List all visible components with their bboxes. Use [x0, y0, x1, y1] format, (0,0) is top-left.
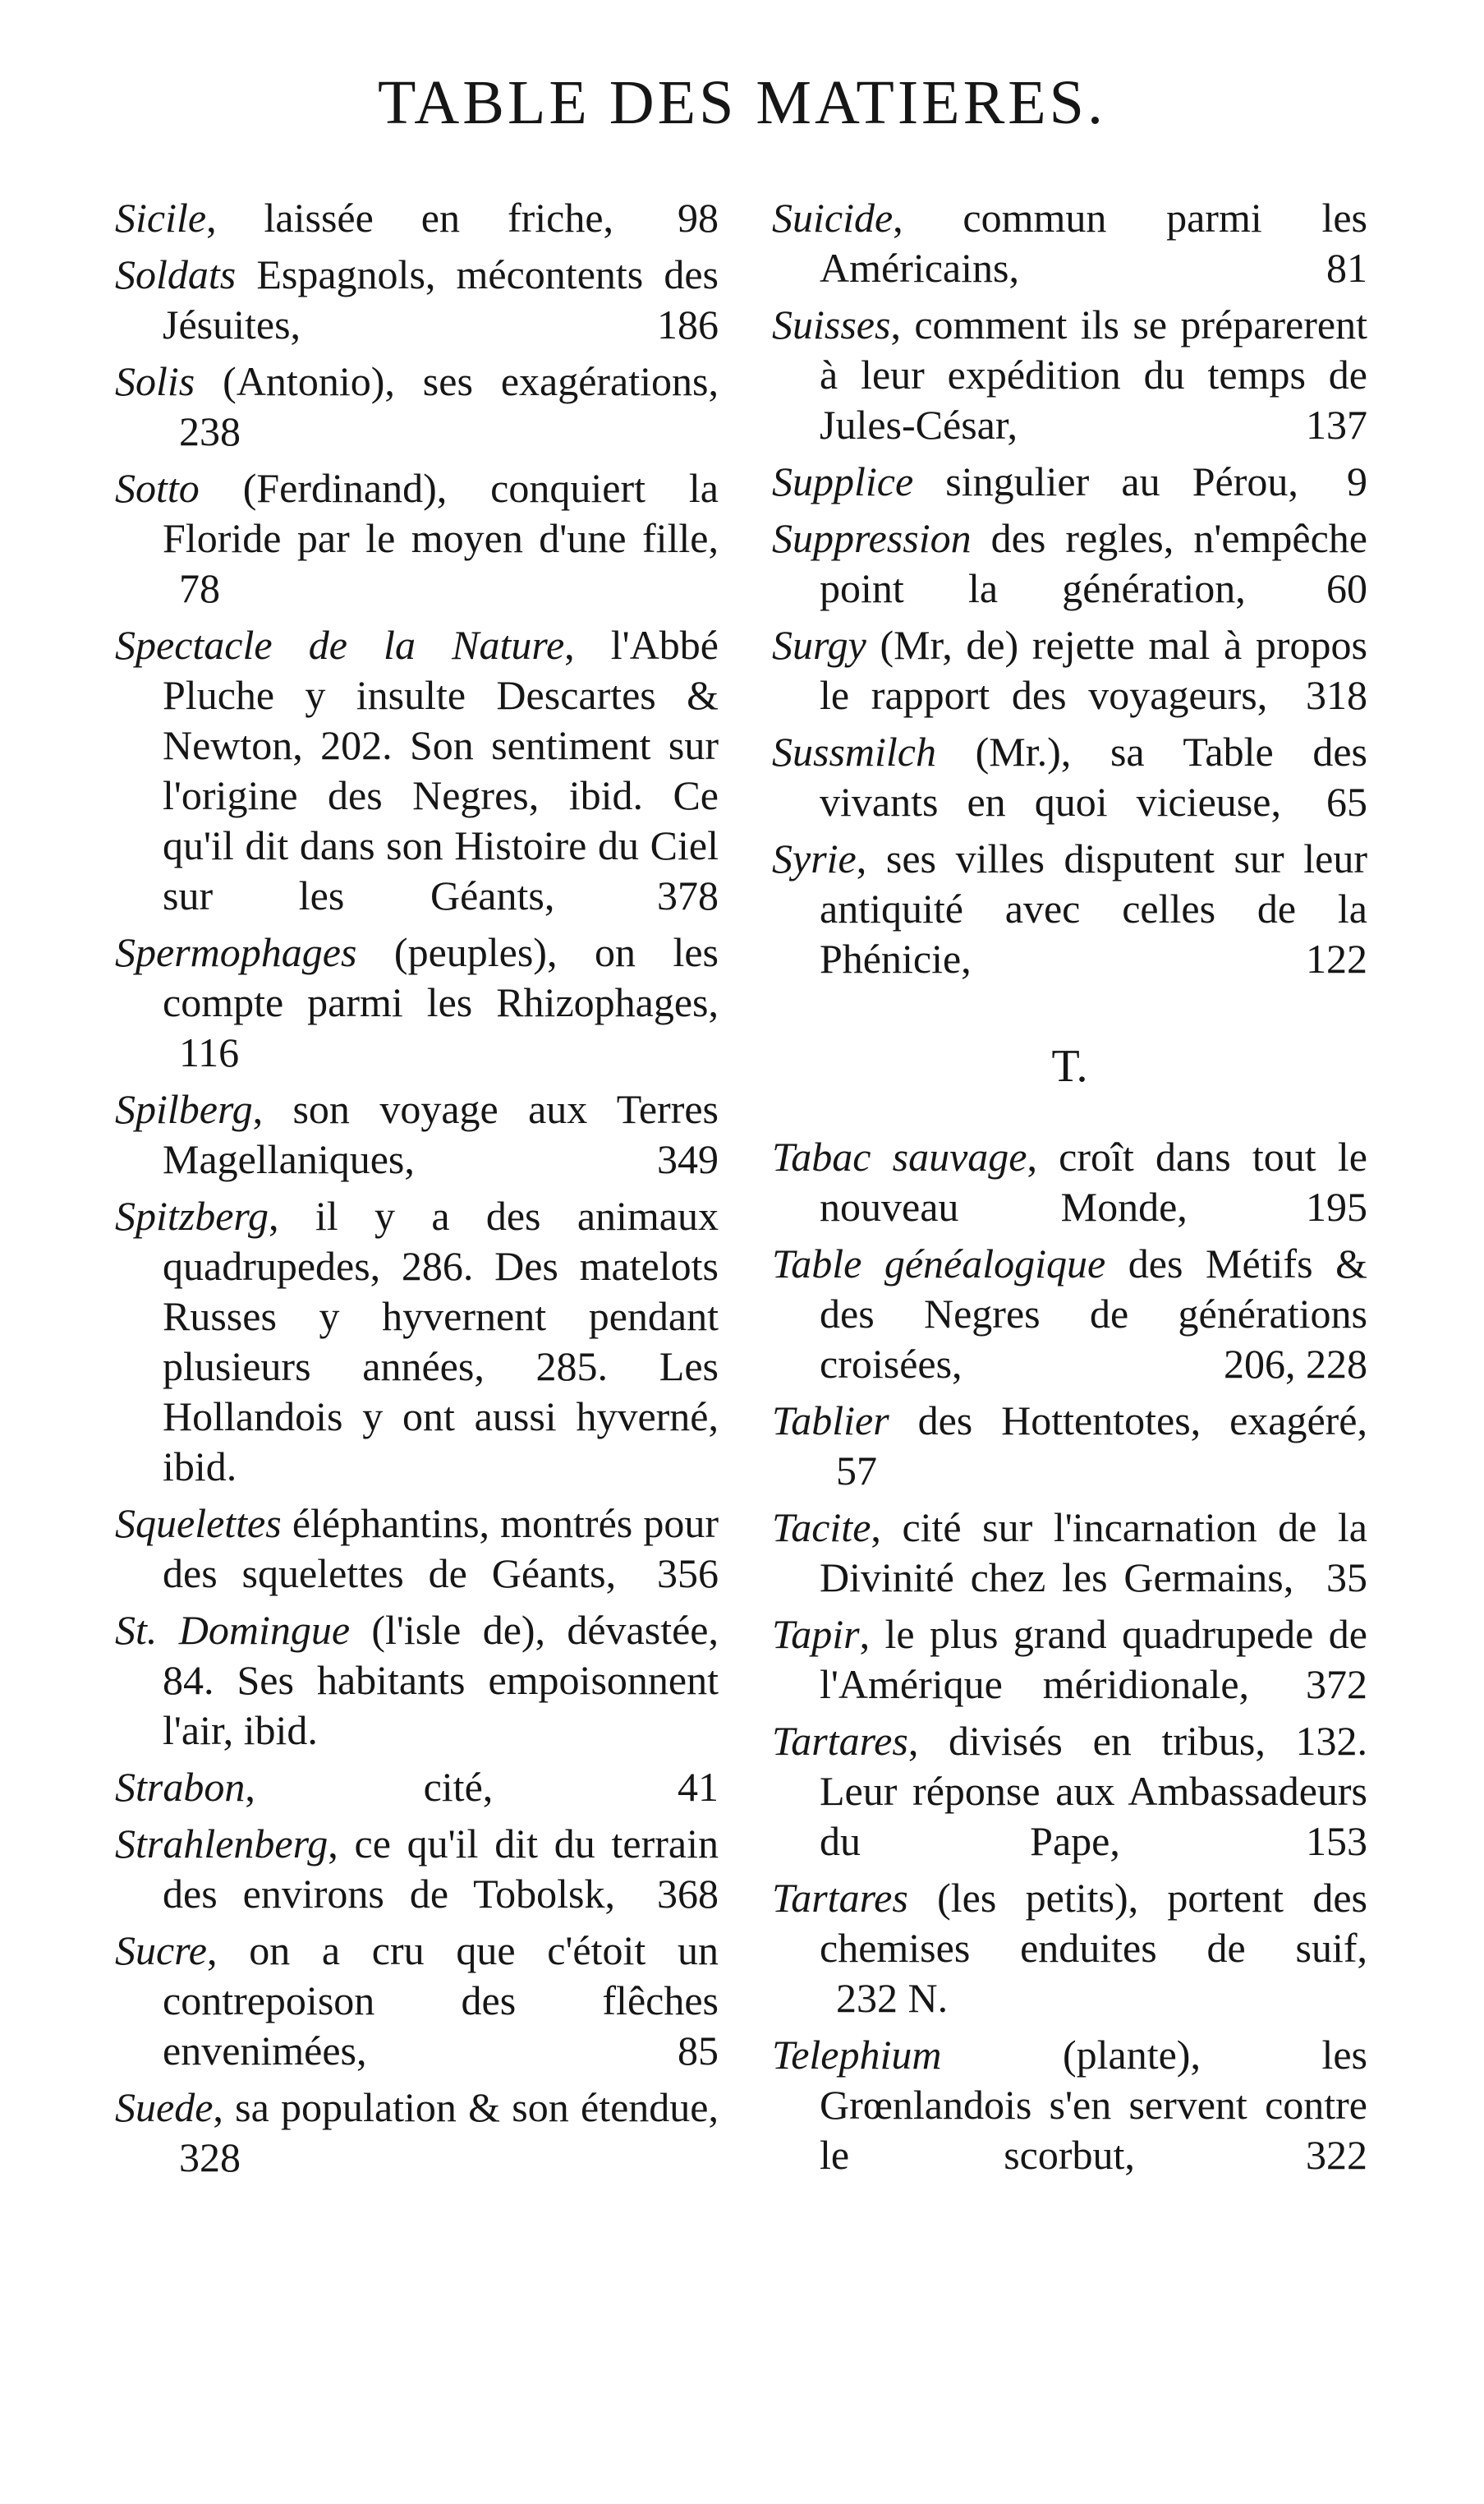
entry-page-number: 195 [1306, 1184, 1367, 1230]
index-entry [115, 1084, 719, 1185]
entry-headword: Solis [115, 358, 195, 404]
entry-headword: Sussmilch [772, 729, 936, 775]
entry-page-number: 57 [836, 1448, 877, 1494]
index-entry [115, 1605, 719, 1756]
entry-headword: Suppression [772, 515, 972, 561]
entry-page-number: 238 [179, 408, 241, 454]
entry-headword: Spilberg [115, 1086, 253, 1132]
entry-text: , sa population & son étendue, [213, 2084, 719, 2130]
entry-text: (Mr.), sa Table des vivants en quoi vicieuse, [820, 729, 1367, 825]
index-entry [772, 2030, 1367, 2180]
entry-headword: Tabac sauvage [772, 1134, 1027, 1180]
entry-headword: Table généalogique [772, 1240, 1106, 1287]
entry-text: (plante), les Grœnlandois s'en servent contre le scorbut, [820, 2032, 1367, 2178]
entry-page-number: 137 [1306, 402, 1367, 448]
index-entry [772, 1132, 1367, 1232]
entry-headword: Suisses [772, 301, 891, 348]
entry-text: , commun parmi les Américains, [820, 195, 1367, 291]
entry-page-number: 60 [1326, 565, 1367, 611]
index-entry [772, 834, 1367, 984]
entry-headword: Strahlenberg [115, 1820, 329, 1866]
index-entry [115, 250, 719, 350]
entry-text: , comment ils se préparerent à leur expédition du temps de Jules-César, [820, 301, 1367, 448]
entry-headword: Spermophages [115, 929, 357, 975]
entry-page-number: 372 [1306, 1661, 1367, 1707]
entry-headword: Tartares [772, 1718, 908, 1764]
index-entry [115, 357, 719, 457]
entry-text: , divisés en tribus, 132. Leur réponse aux Ambassadeurs du Pape, [820, 1718, 1367, 1864]
left-column [115, 193, 719, 2189]
letter-heading: T. [1051, 1041, 1088, 1092]
entry-headword: Spitzberg [115, 1193, 269, 1239]
entry-headword: Suede [115, 2084, 214, 2130]
index-entry [772, 457, 1367, 507]
entry-headword: Soldats [115, 251, 237, 297]
entry-page-number: 368 [657, 1871, 719, 1917]
entry-headword: Sotto [115, 465, 200, 511]
entry-text: éléphantins, montrés pour des squelettes de Géants, [163, 1500, 719, 1596]
entry-page-number: 78 [179, 565, 220, 611]
entry-headword: Surgy [772, 622, 866, 668]
entry-page-number: 116 [179, 1029, 240, 1075]
right-column [772, 193, 1367, 2187]
right-column-t-entries [772, 1132, 1367, 2180]
entry-headword: Strabon [115, 1764, 246, 1810]
entry-page-number: 35 [1326, 1554, 1367, 1600]
page-title: TABLE DES MATIERES. [378, 68, 1106, 137]
index-entry [115, 1819, 719, 1919]
index-entry [115, 193, 719, 243]
index-entry [115, 927, 719, 1078]
entry-text: (Ferdinand), conquiert la Floride par le moyen d'une fille, [163, 465, 719, 561]
entry-text: des regles, n'empêche point la génération, [820, 515, 1367, 611]
index-entry [115, 2083, 719, 2183]
index-entry [772, 620, 1367, 720]
entry-text: , on a cru que c'étoit un contrepoison des flêches envenimées, [163, 1927, 719, 2074]
entry-text: , l'Abbé Pluche y insulte Descartes & Newton, 202. Son sentiment sur l'origine des Negres, ibid. Ce qu'il dit dans son Histoire du Ciel sur les Géants, [163, 622, 719, 918]
entry-page-number: 349 [657, 1136, 719, 1182]
entry-headword: Tapir [772, 1611, 860, 1657]
index-entry [115, 620, 719, 921]
entry-text: (Antonio), ses exagérations, [195, 358, 719, 404]
entry-page-number: 9 [1347, 458, 1367, 504]
entry-page-number: 206, 228 [1224, 1341, 1367, 1387]
entry-page-number: 328 [179, 2134, 241, 2180]
index-entry [772, 1609, 1367, 1710]
entry-page-number: 122 [1306, 936, 1367, 982]
entry-text: , cité sur l'incarnation de la Divinité chez les Germains, [820, 1504, 1367, 1600]
entry-text: (peuples), on les compte parmi les Rhizophages, [163, 929, 719, 1025]
entry-page-number: 318 [1306, 672, 1367, 718]
index-entry [772, 1503, 1367, 1603]
entry-headword: Supplice [772, 458, 914, 504]
entry-page-number: 98 [678, 195, 719, 241]
entry-page-number: 356 [657, 1550, 719, 1596]
entry-headword: St. Domingue [115, 1607, 351, 1653]
entry-headword: Tartares [772, 1875, 908, 1921]
index-entry [772, 1716, 1367, 1866]
entry-text: , le plus grand quadrupede de l'Amérique méridionale, [820, 1611, 1367, 1707]
index-entry [772, 513, 1367, 614]
entry-text: , ce qu'il dit du terrain des environs de Tobolsk, [163, 1820, 719, 1917]
entry-page-number: 378 [657, 872, 719, 918]
entry-text: , ses villes disputent sur leur antiquité avec celles de la Phénicie, [820, 835, 1367, 982]
entry-page-number: 81 [1326, 245, 1367, 291]
entry-text: , il y a des animaux quadrupedes, 286. Des matelots Russes y hyvernent pendant plusieurs années, 285. Les Hollandois y ont aussi hyverné, ibid. [163, 1193, 719, 1489]
entry-text: singulier au Pérou, [913, 458, 1298, 504]
entry-text: des Métifs & des Negres de générations croisées, [820, 1240, 1367, 1387]
entry-page-number: 85 [678, 2028, 719, 2074]
index-entry [115, 463, 719, 614]
entry-text: Espagnols, mécontents des Jésuites, [163, 251, 719, 348]
entry-text: (l'isle de), dévastée, 84. Ses habitants empoisonnent l'air, ibid. [163, 1607, 719, 1753]
index-entry [115, 1926, 719, 2076]
entry-text: , cité, [245, 1764, 494, 1810]
entry-page-number: 232 N. [836, 1975, 949, 2021]
entry-page-number: 41 [678, 1764, 719, 1810]
entry-text: (les petits), portent des chemises enduites de suif, [820, 1875, 1367, 1971]
entry-headword: Syrie [772, 835, 857, 881]
entry-text: , son voyage aux Terres Magellaniques, [163, 1086, 719, 1182]
entry-headword: Tacite [772, 1504, 871, 1550]
index-entry [115, 1498, 719, 1599]
entry-headword: Tablier [772, 1397, 889, 1443]
entry-page-number: 186 [657, 301, 719, 348]
index-entry [772, 1239, 1367, 1389]
index-entry [115, 1762, 719, 1812]
entry-text: (Mr, de) rejette mal à propos le rapport des voyageurs, [820, 622, 1367, 718]
entry-headword: Suicide [772, 195, 894, 241]
entry-headword: Sucre [115, 1927, 207, 1973]
entry-text: , laissée en friche, [206, 195, 614, 241]
index-entry [115, 1191, 719, 1492]
index-entry [772, 1873, 1367, 2023]
entry-page-number: 65 [1326, 779, 1367, 825]
right-column-s-entries [772, 193, 1367, 984]
index-entry [772, 1396, 1367, 1496]
entry-headword: Spectacle de la Nature [115, 622, 565, 668]
entry-text: des Hottentotes, exagéré, [889, 1397, 1367, 1443]
entry-headword: Telephium [772, 2032, 942, 2078]
entry-text: , croît dans tout le nouveau Monde, [820, 1134, 1367, 1230]
entry-headword: Squelettes [115, 1500, 282, 1546]
index-entry [772, 193, 1367, 293]
index-entry [772, 727, 1367, 827]
entry-page-number: 153 [1306, 1818, 1367, 1864]
entry-headword: Sicile [115, 195, 207, 241]
entry-page-number: 322 [1306, 2132, 1367, 2178]
index-entry [772, 300, 1367, 450]
